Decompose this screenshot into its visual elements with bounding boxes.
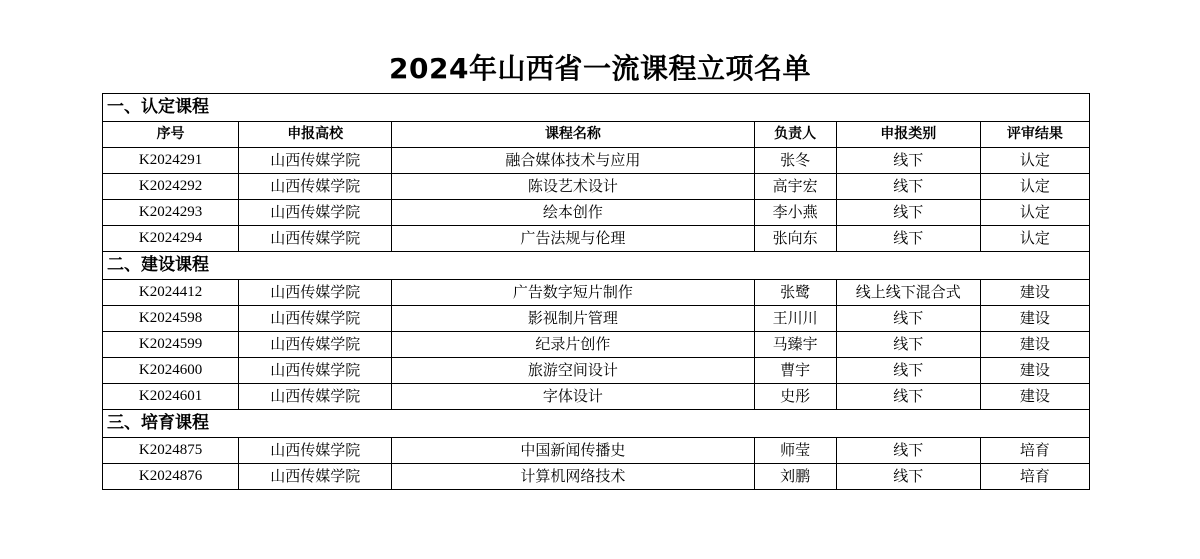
cell-school: 山西传媒学院 [239,174,392,200]
cell-result: 认定 [980,200,1089,226]
section-heading-row [103,410,1090,438]
cell-code: K2024600 [103,358,239,384]
cell-code: K2024875 [103,438,239,464]
course-list-table [102,93,1090,490]
cell-lead: 师莹 [754,438,836,464]
cell-course: 字体设计 [392,384,754,410]
cell-lead: 曹宇 [754,358,836,384]
cell-type: 线下 [836,174,980,200]
cell-course: 计算机网络技术 [392,464,754,490]
cell-type: 线下 [836,200,980,226]
cell-code: K2024599 [103,332,239,358]
section-title: 一、认定课程 [103,94,1090,122]
cell-school: 山西传媒学院 [239,332,392,358]
cell-lead: 李小燕 [754,200,836,226]
cell-type: 线下 [836,384,980,410]
header-type: 申报类别 [836,122,980,148]
table-header-row [103,122,1090,148]
cell-result: 建设 [980,384,1089,410]
header-code: 序号 [103,122,239,148]
section-heading-row [103,252,1090,280]
cell-lead: 张鹭 [754,280,836,306]
cell-school: 山西传媒学院 [239,464,392,490]
cell-course: 旅游空间设计 [392,358,754,384]
cell-result: 建设 [980,306,1089,332]
cell-type: 线下 [836,332,980,358]
cell-school: 山西传媒学院 [239,226,392,252]
cell-type: 线下 [836,148,980,174]
table-row [103,280,1090,306]
cell-school: 山西传媒学院 [239,384,392,410]
table-row [103,464,1090,490]
section-title: 二、建设课程 [103,252,1090,280]
table-body [103,94,1090,490]
cell-code: K2024876 [103,464,239,490]
cell-type: 线上线下混合式 [836,280,980,306]
cell-course: 广告法规与伦理 [392,226,754,252]
cell-course: 中国新闻传播史 [392,438,754,464]
cell-result: 建设 [980,280,1089,306]
cell-course: 陈设艺术设计 [392,174,754,200]
cell-school: 山西传媒学院 [239,280,392,306]
cell-course: 融合媒体技术与应用 [392,148,754,174]
cell-type: 线下 [836,358,980,384]
cell-school: 山西传媒学院 [239,306,392,332]
cell-school: 山西传媒学院 [239,438,392,464]
header-lead: 负责人 [754,122,836,148]
cell-result: 认定 [980,148,1089,174]
table-row [103,306,1090,332]
cell-course: 广告数字短片制作 [392,280,754,306]
header-result: 评审结果 [980,122,1089,148]
table-row [103,174,1090,200]
cell-lead: 史彤 [754,384,836,410]
cell-code: K2024291 [103,148,239,174]
section-heading-row [103,94,1090,122]
cell-code: K2024601 [103,384,239,410]
cell-type: 线下 [836,226,980,252]
cell-type: 线下 [836,464,980,490]
cell-code: K2024598 [103,306,239,332]
cell-lead: 马臻宇 [754,332,836,358]
cell-result: 认定 [980,226,1089,252]
cell-course: 纪录片创作 [392,332,754,358]
cell-result: 建设 [980,332,1089,358]
cell-result: 认定 [980,174,1089,200]
cell-code: K2024293 [103,200,239,226]
header-school: 申报高校 [239,122,392,148]
table-row [103,358,1090,384]
cell-code: K2024412 [103,280,239,306]
cell-school: 山西传媒学院 [239,200,392,226]
cell-lead: 张向东 [754,226,836,252]
table-row [103,384,1090,410]
section-title: 三、培育课程 [103,410,1090,438]
cell-lead: 刘鹏 [754,464,836,490]
cell-school: 山西传媒学院 [239,358,392,384]
cell-lead: 王川川 [754,306,836,332]
table-row [103,226,1090,252]
cell-course: 绘本创作 [392,200,754,226]
cell-result: 建设 [980,358,1089,384]
cell-lead: 高宇宏 [754,174,836,200]
header-course: 课程名称 [392,122,754,148]
cell-type: 线下 [836,438,980,464]
table-row [103,148,1090,174]
cell-type: 线下 [836,306,980,332]
cell-course: 影视制片管理 [392,306,754,332]
cell-result: 培育 [980,438,1089,464]
page-title: 2024年山西省一流课程立项名单 [389,52,811,85]
cell-code: K2024292 [103,174,239,200]
cell-code: K2024294 [103,226,239,252]
cell-result: 培育 [980,464,1089,490]
cell-school: 山西传媒学院 [239,148,392,174]
table-row [103,332,1090,358]
cell-lead: 张冬 [754,148,836,174]
table-row [103,200,1090,226]
table-row [103,438,1090,464]
